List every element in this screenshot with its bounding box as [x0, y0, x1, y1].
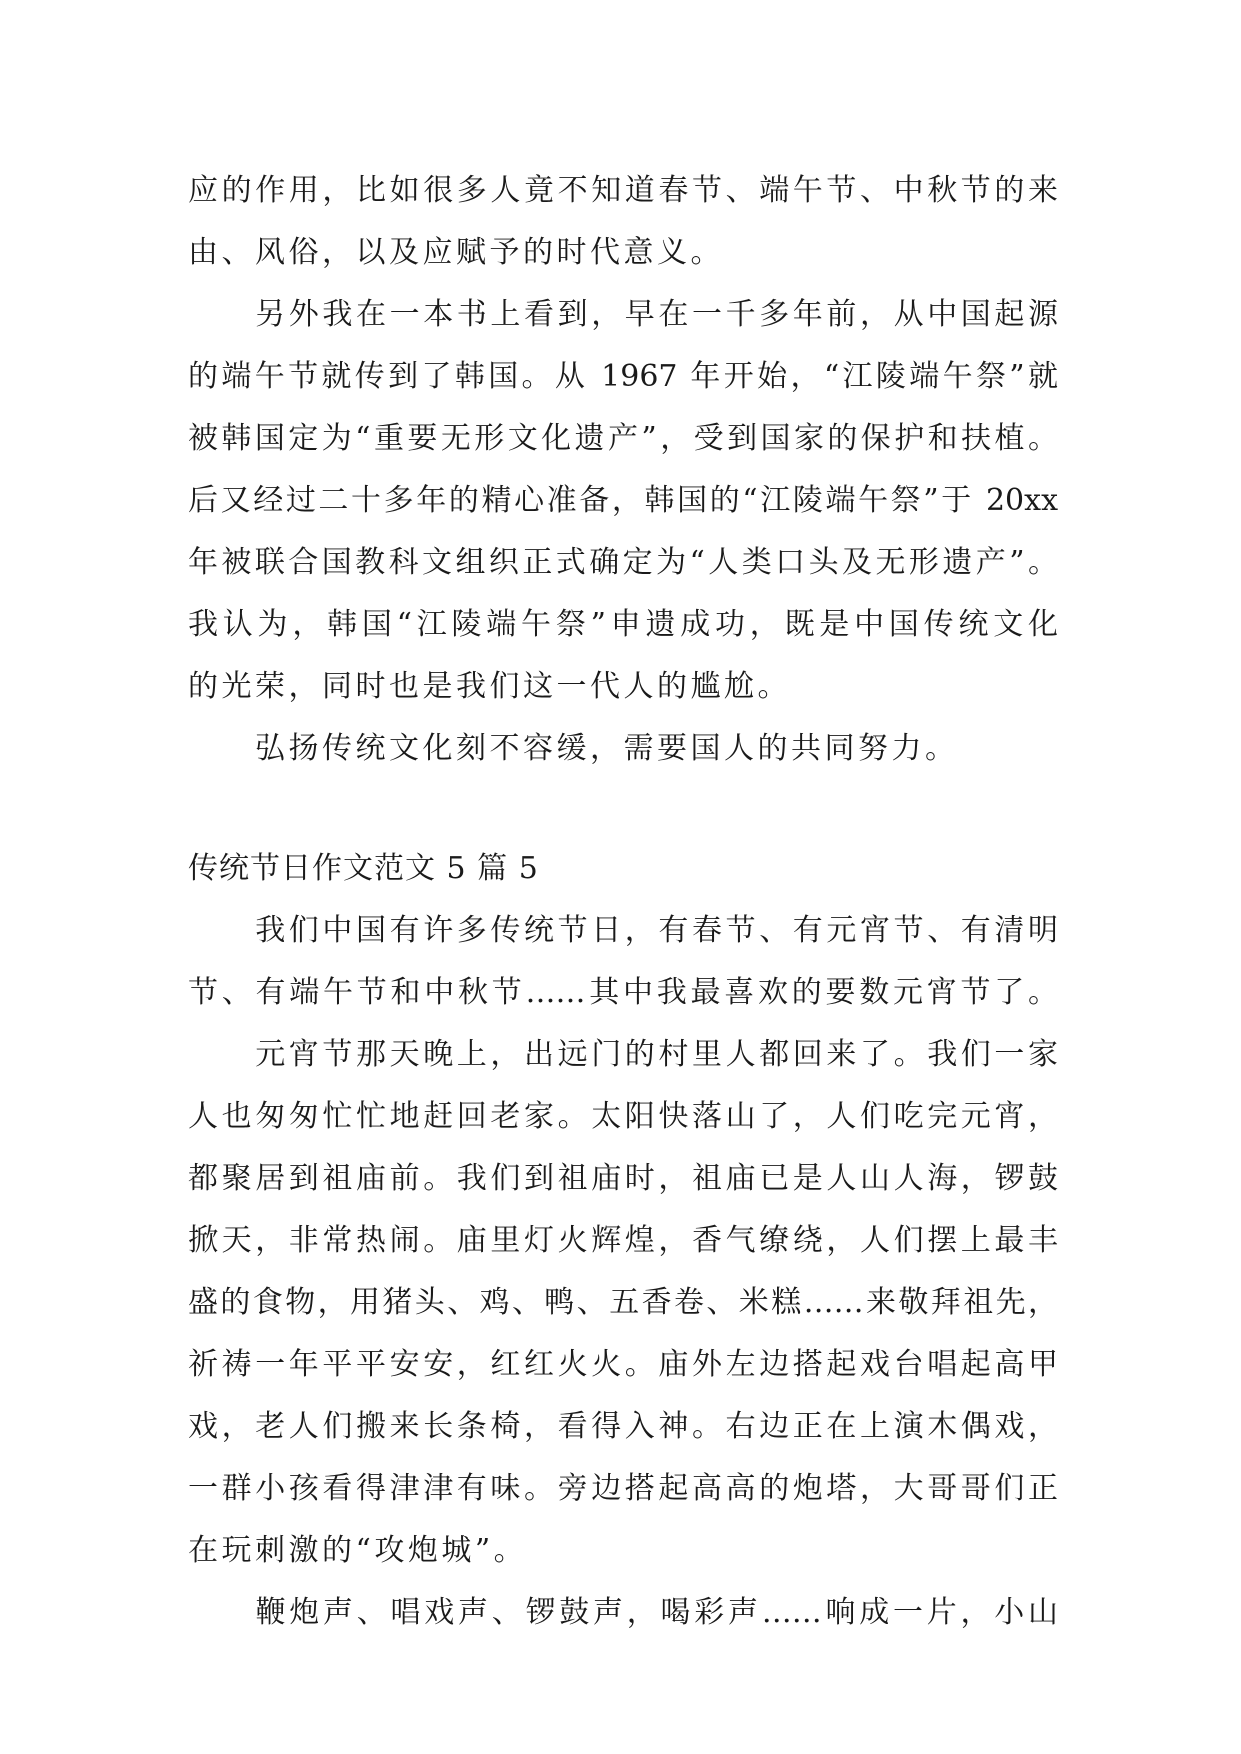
text-line: 元宵节那天晚上，出远门的村里人都回来了。我们一家 [188, 1037, 1058, 1072]
text-line: 祈祷一年平平安安，红红火火。庙外左边搭起戏台唱起高甲 [188, 1347, 1058, 1382]
text-line: 由、风俗，以及应赋予的时代意义。 [188, 235, 724, 270]
text-line: 应的作用，比如很多人竟不知道春节、端午节、中秋节的来 [188, 173, 1058, 208]
text-line: 节、有端午节和中秋节……其中我最喜欢的要数元宵节了。 [188, 975, 1058, 1010]
text-line: 后又经过二十多年的精心准备，韩国的“江陵端午祭”于 20xx [188, 483, 1058, 518]
section-gap [188, 780, 1058, 838]
text-line: 的光荣，同时也是我们这一代人的尴尬。 [188, 669, 791, 704]
text-line: 盛的食物，用猪头、鸡、鸭、五香卷、米糕……来敬拜祖先， [188, 1285, 1058, 1320]
text-line: 我们中国有许多传统节日，有春节、有元宵节、有清明 [188, 913, 1058, 948]
text-line: 我认为，韩国“江陵端午祭”申遗成功，既是中国传统文化 [188, 607, 1058, 642]
text-line: 年被联合国教科文组织正式确定为“人类口头及无形遗产”。 [188, 545, 1058, 580]
text-line: 鞭炮声、唱戏声、锣鼓声，喝彩声……响成一片，小山 [188, 1595, 1058, 1630]
text-line: 在玩刺激的“攻炮城”。 [188, 1533, 528, 1568]
document-body [188, 160, 1058, 1644]
text-line: 戏，老人们搬来长条椅，看得入神。右边正在上演木偶戏， [188, 1409, 1058, 1444]
section-title: 传统节日作文范文 5 篇 5 [188, 851, 539, 886]
text-line: 都聚居到祖庙前。我们到祖庙时，祖庙已是人山人海，锣鼓 [188, 1161, 1058, 1196]
text-line: 弘扬传统文化刻不容缓，需要国人的共同努力。 [188, 731, 959, 766]
text-line: 的端午节就传到了韩国。从 1967 年开始，“江陵端午祭”就 [188, 359, 1058, 394]
text-line: 被韩国定为“重要无形文化遗产”，受到国家的保护和扶植。 [188, 421, 1058, 456]
text-line: 掀天，非常热闹。庙里灯火辉煌，香气缭绕，人们摆上最丰 [188, 1223, 1058, 1258]
text-line: 人也匆匆忙忙地赶回老家。太阳快落山了，人们吃完元宵， [188, 1099, 1058, 1134]
text-line: 另外我在一本书上看到，早在一千多年前，从中国起源 [188, 297, 1058, 332]
text-line: 一群小孩看得津津有味。旁边搭起高高的炮塔，大哥哥们正 [188, 1471, 1058, 1506]
